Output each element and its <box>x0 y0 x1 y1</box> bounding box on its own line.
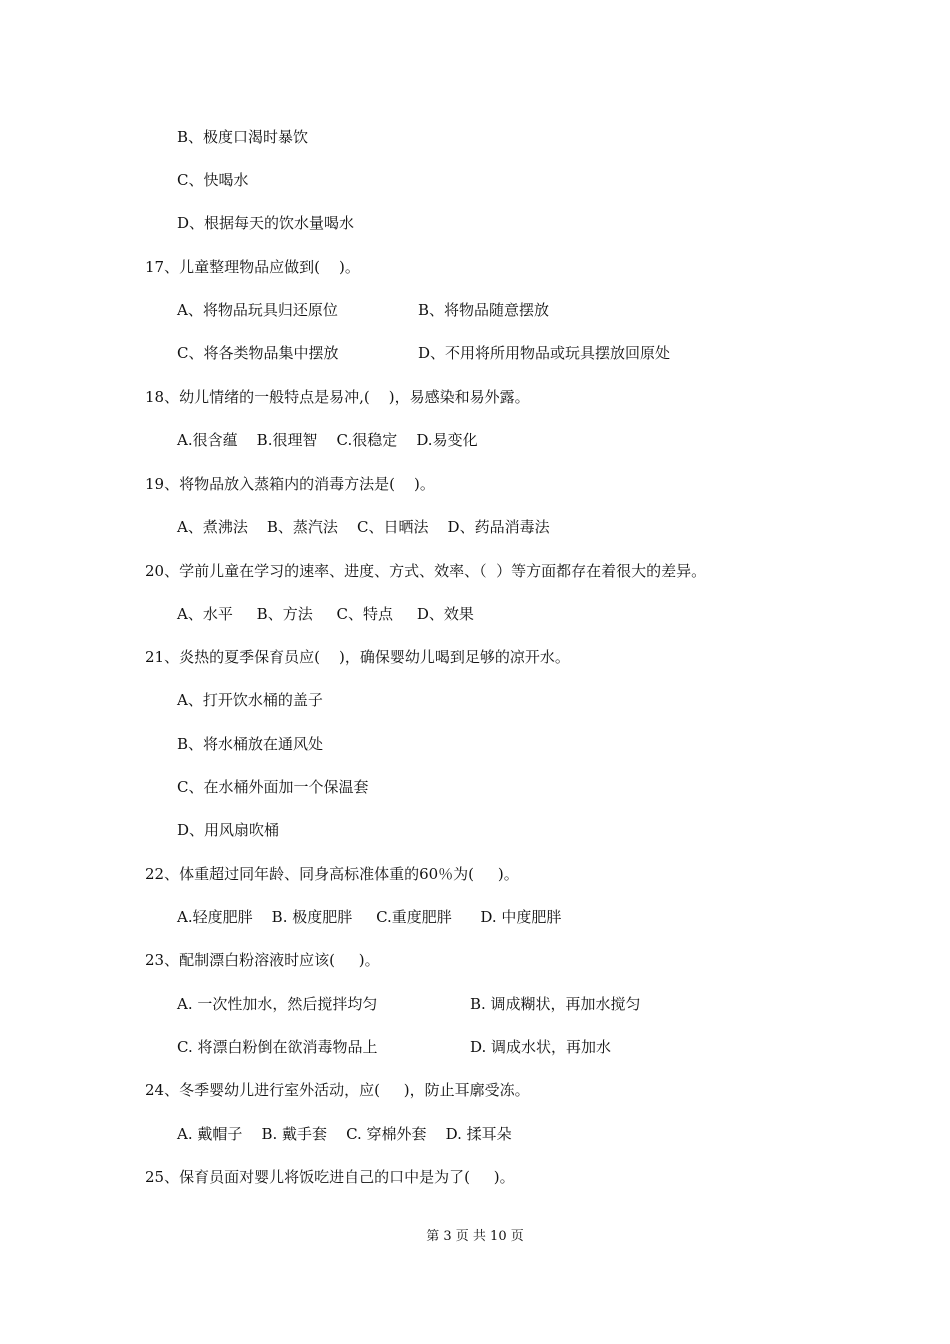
q18-options: A.很含蕴 B.很理智 C.很稳定 D.易变化 <box>177 431 478 449</box>
question-25: 25、保育员面对婴儿将饭吃进自己的口中是为了( )。 <box>145 1168 515 1186</box>
q17-option-c: C、将各类物品集中摆放 <box>177 344 339 362</box>
q23-option-b: B. 调成糊状，再加水搅匀 <box>470 995 641 1013</box>
q21-option-d: D、用风扇吹桶 <box>177 821 280 839</box>
question-19: 19、将物品放入蒸箱内的消毒方法是( )。 <box>145 475 435 493</box>
q17-option-b: B、将物品随意摆放 <box>418 301 550 319</box>
question-20: 20、学前儿童在学习的速率、进度、方式、效率、（ ）等方面都存在着很大的差异。 <box>145 562 707 580</box>
q17-option-d: D、不用将所用物品或玩具摆放回原处 <box>418 344 671 362</box>
q16-option-b: B、极度口渴时暴饮 <box>177 128 309 146</box>
q22-options: A.轻度肥胖 B. 极度肥胖 C.重度肥胖 D. 中度肥胖 <box>177 908 562 926</box>
q21-option-a: A、打开饮水桶的盖子 <box>177 691 323 709</box>
question-23: 23、配制漂白粉溶液时应该( )。 <box>145 951 380 969</box>
question-24: 24、冬季婴幼儿进行室外活动，应( )，防止耳廓受冻。 <box>145 1081 530 1099</box>
q16-option-d: D、根据每天的饮水量喝水 <box>177 214 355 232</box>
question-18: 18、幼儿情绪的一般特点是易冲,( )，易感染和易外露。 <box>145 388 530 406</box>
q17-option-a: A、将物品玩具归还原位 <box>177 301 338 319</box>
question-17: 17、儿童整理物品应做到( )。 <box>145 258 360 276</box>
page-footer: 第 3 页 共 10 页 <box>426 1229 524 1244</box>
q23-option-c: C. 将漂白粉倒在欲消毒物品上 <box>177 1038 378 1056</box>
question-21: 21、炎热的夏季保育员应( )，确保婴幼儿喝到足够的凉开水。 <box>145 648 570 666</box>
q21-option-b: B、将水桶放在通风处 <box>177 735 324 753</box>
q24-options: A. 戴帽子 B. 戴手套 C. 穿棉外套 D. 揉耳朵 <box>177 1125 512 1143</box>
q23-option-a: A. 一次性加水，然后搅拌均匀 <box>177 995 378 1013</box>
q21-option-c: C、在水桶外面加一个保温套 <box>177 778 369 796</box>
question-22: 22、体重超过同年龄、同身高标准体重的60％为( )。 <box>145 865 519 883</box>
q23-option-d: D. 调成水状，再加水 <box>470 1038 612 1056</box>
q19-options: A、煮沸法 B、蒸汽法 C、日晒法 D、药品消毒法 <box>177 518 550 536</box>
q16-option-c: C、快喝水 <box>177 171 249 189</box>
q20-options: A、水平 B、方法 C、特点 D、效果 <box>177 605 474 623</box>
